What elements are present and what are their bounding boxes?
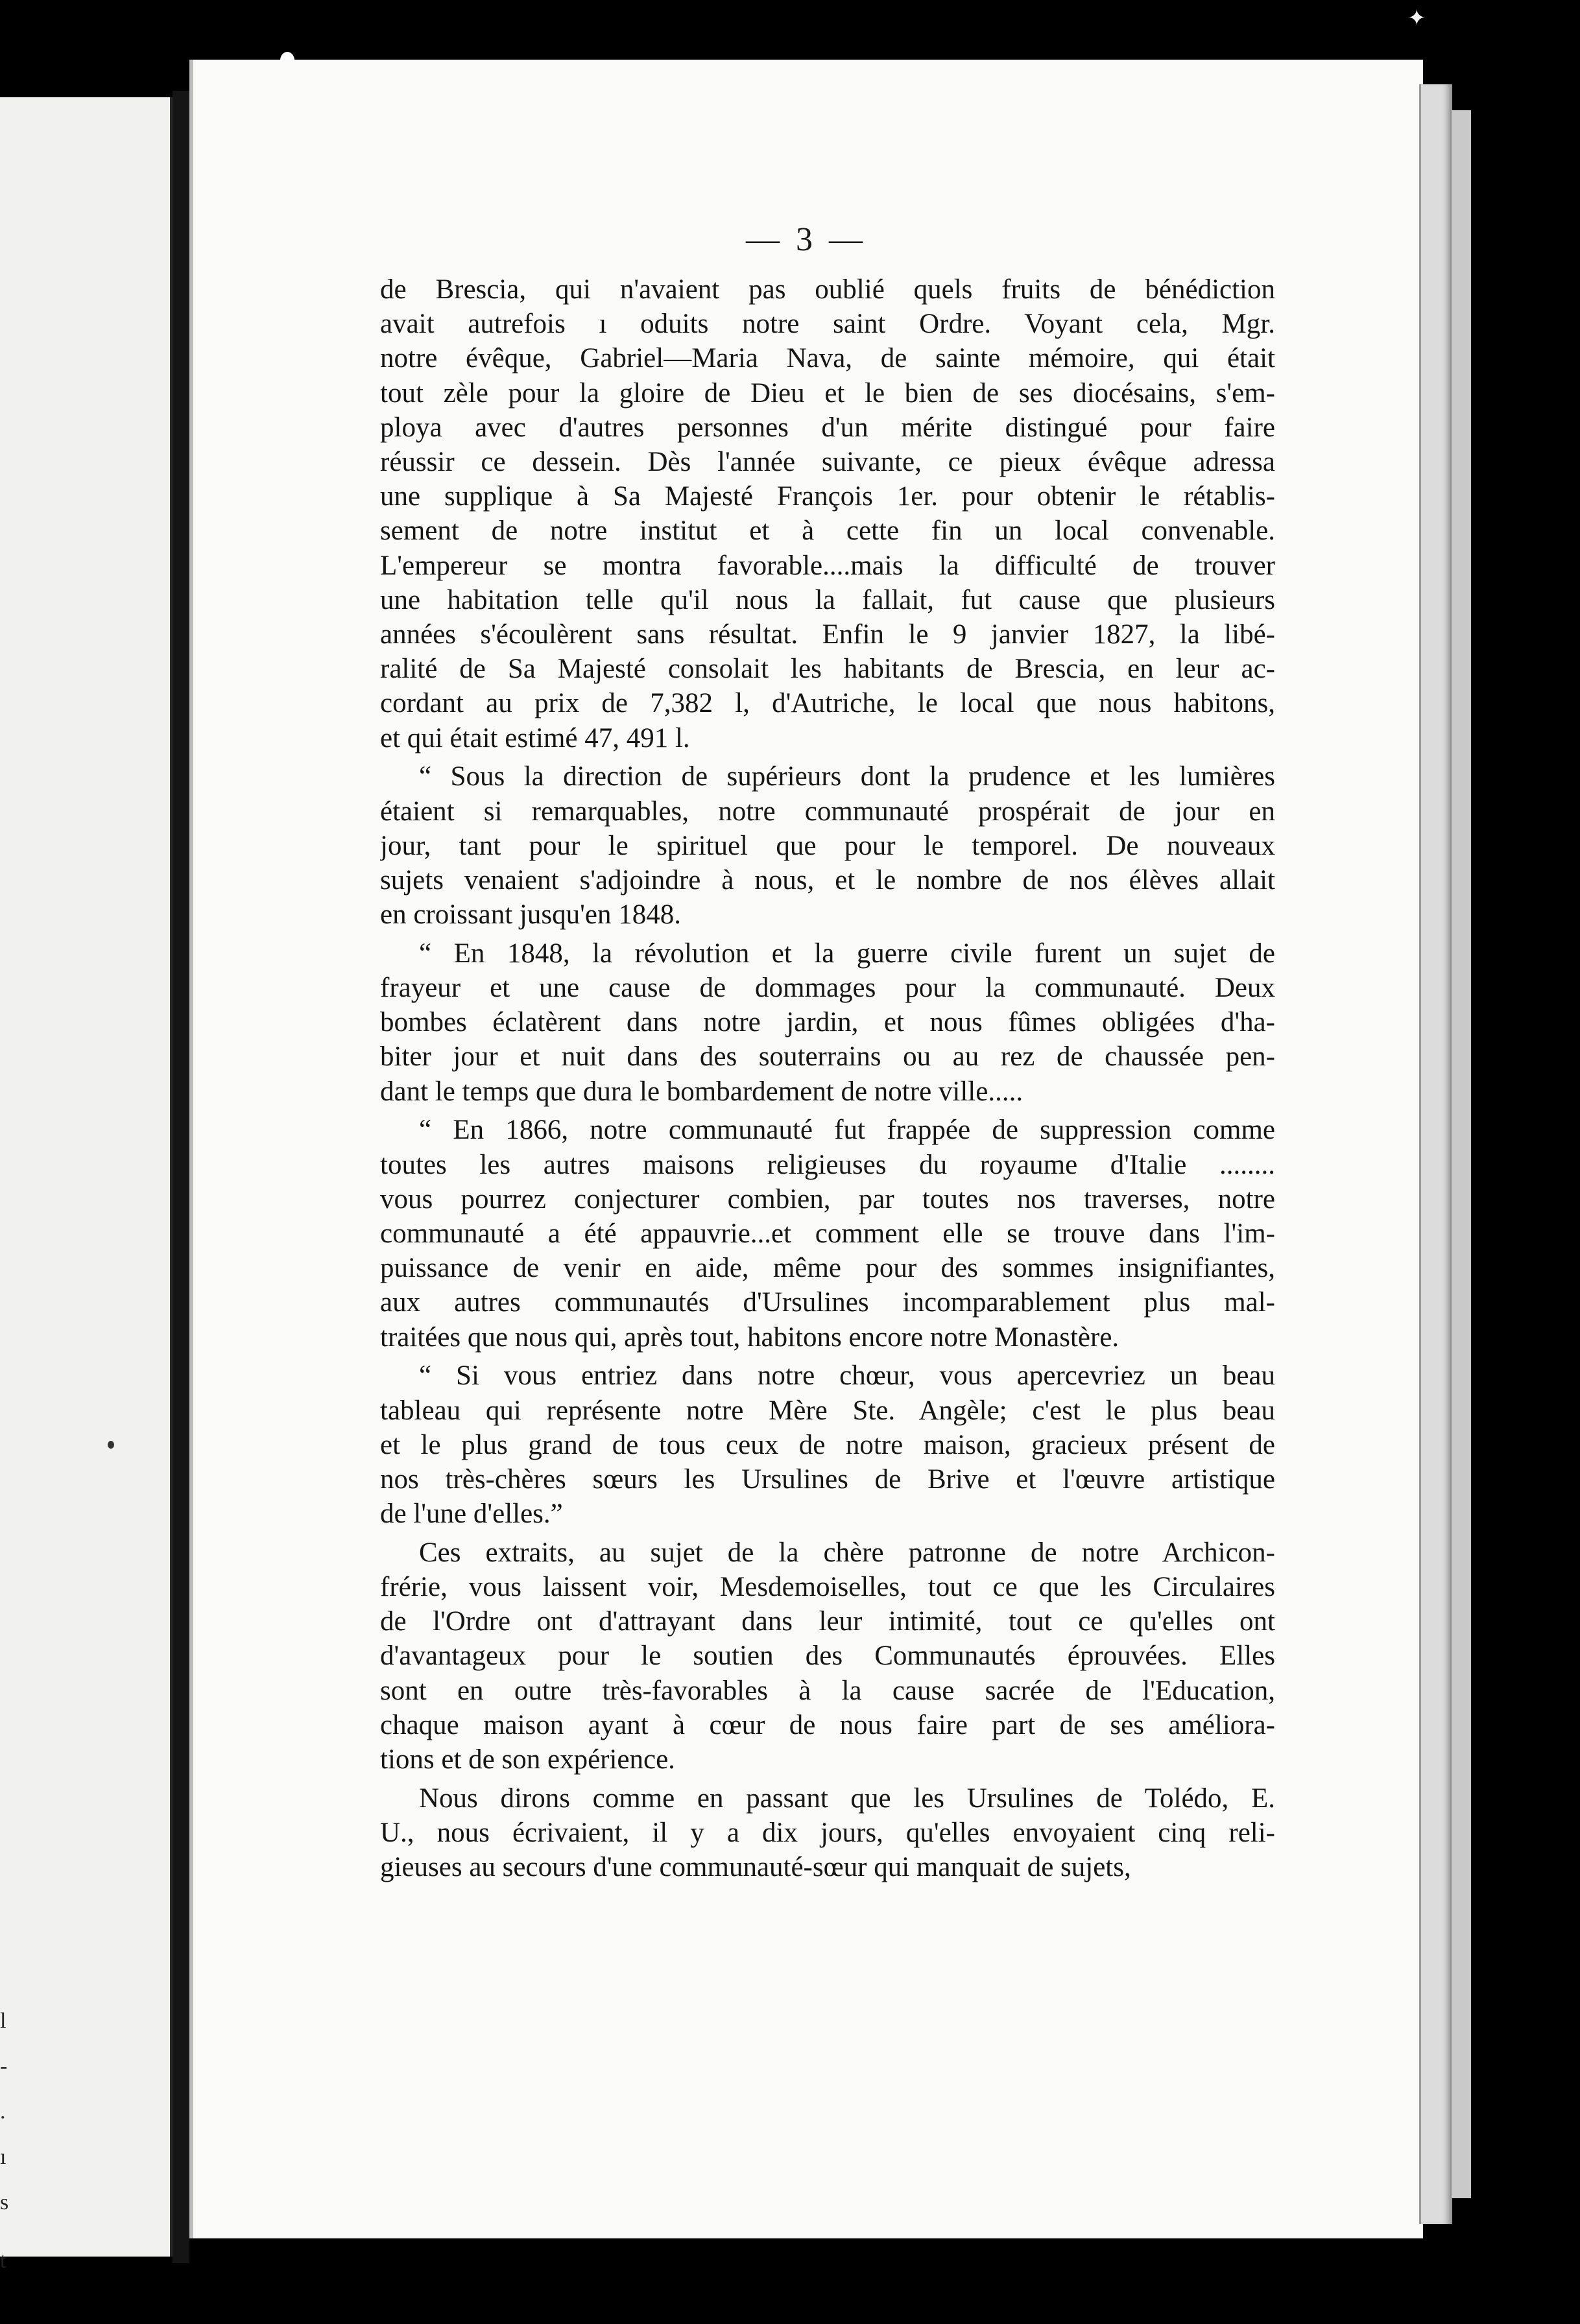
page-stack-edge-outer <box>1450 110 1471 2198</box>
text-line: “ En 1848, la révolution et la guerre civile furent un sujet de <box>419 938 1275 969</box>
text-line: tions et de son expérience. <box>380 1744 675 1775</box>
margin-fragment: ı <box>0 2145 6 2169</box>
text-line: dant le temps que dura le bombardement de notre ville..... <box>380 1076 1023 1107</box>
text-line: “ Sous la direction de supérieurs dont la prudence et les lumières <box>419 761 1275 792</box>
text-line: sujets venaient s'adjoindre à nous, et le nombre de nos élèves allait <box>380 864 1275 895</box>
margin-fragment: l <box>0 2009 6 2033</box>
text-line: puissance de venir en aide, même pour des sommes insignifiantes, <box>380 1253 1275 1284</box>
text-line: “ Si vous entriez dans notre chœur, vous apercevriez un beau <box>419 1360 1275 1392</box>
text-line: toutes les autres maisons religieuses du royaume d'Italie ........ <box>380 1149 1275 1180</box>
text-line: tout zèle pour la gloire de Dieu et le bien de ses diocésains, s'em- <box>380 377 1275 409</box>
text-line: une habitation telle qu'il nous la fallait, fut cause que plusieurs <box>380 584 1275 615</box>
text-line: Nous dirons comme en passant que les Ursulines de Tolédo, E. <box>419 1783 1275 1814</box>
text-line: notre évêque, Gabriel—Maria Nava, de sainte mémoire, qui était <box>380 343 1275 374</box>
text-line: et qui était estimé 47, 491 l. <box>380 722 690 753</box>
margin-fragment: - <box>0 2054 8 2078</box>
text-line: une supplique à Sa Majesté François 1er. pour obtenir le rétablis- <box>380 481 1275 512</box>
text-line: frayeur et une cause de dommages pour la communauté. Deux <box>380 973 1275 1004</box>
text-line: L'empereur se montra favorable....mais la difficulté de trouver <box>380 550 1275 581</box>
text-line: nos très-chères sœurs les Ursulines de Brive et l'œuvre artistique <box>380 1464 1275 1495</box>
text-line: étaient si remarquables, notre communauté prospérait de jour en <box>380 796 1275 827</box>
book-gutter <box>173 91 189 2263</box>
paragraph <box>380 1113 1275 1354</box>
text-line: de Brescia, qui n'avaient pas oublié quels fruits de bénédiction <box>380 274 1275 305</box>
margin-fragment: s <box>0 2190 9 2214</box>
text-line: d'avantageux pour le soutien des Communautés éprouvées. Elles <box>380 1641 1275 1672</box>
paragraph <box>380 1536 1275 1777</box>
paragraph <box>380 936 1275 1109</box>
ink-speck <box>108 1441 114 1449</box>
margin-fragment: t <box>0 2249 6 2273</box>
text-line: cordant au prix de 7,382 l, d'Autriche, le local que nous habitons, <box>380 688 1275 719</box>
margin-fragment: . <box>0 2100 6 2124</box>
text-line: U., nous écrivaient, il y a dix jours, qu'elles envoyaient cinq reli- <box>380 1817 1275 1848</box>
paragraph <box>380 272 1275 755</box>
text-line: réussir ce dessein. Dès l'année suivante, ce pieux évêque adressa <box>380 447 1275 478</box>
page-stack-edge <box>1419 84 1452 2224</box>
text-line: ralité de Sa Majesté consolait les habitants de Brescia, en leur ac- <box>380 654 1275 685</box>
text-line: et le plus grand de tous ceux de notre maison, gracieux présent de <box>380 1429 1275 1460</box>
text-line: frérie, vous laissent voir, Mesdemoiselles, tout ce que les Circulaires <box>380 1572 1275 1603</box>
text-line: traitées que nous qui, après tout, habitons encore notre Monastère. <box>380 1322 1119 1353</box>
previous-page-edge <box>0 97 173 2273</box>
text-line: gieuses au secours d'une communauté-sœur qui manquait de sujets, <box>380 1852 1131 1883</box>
body-text <box>380 272 1275 1889</box>
dust-mark: ✦ <box>1407 6 1426 30</box>
text-line: jour, tant pour le spirituel que pour le temporel. De nouveaux <box>380 830 1275 861</box>
text-line: communauté a été appauvrie...et comment elle se trouve dans l'im- <box>380 1218 1275 1249</box>
paragraph <box>380 1781 1275 1885</box>
text-line: de l'Ordre ont d'attrayant dans leur intimité, tout ce qu'elles ont <box>380 1606 1275 1637</box>
text-line: bombes éclatèrent dans notre jardin, et nous fûmes obligées d'ha- <box>380 1007 1275 1038</box>
text-line: “ En 1866, notre communauté fut frappée de suppression comme <box>419 1115 1275 1146</box>
text-line: avait autrefois ı oduits notre saint Ordre. Voyant cela, Mgr. <box>380 309 1275 340</box>
text-line: de l'une d'elles.” <box>380 1499 563 1530</box>
page-number: — 3 — <box>746 221 867 258</box>
text-line: vous pourrez conjecturer combien, par toutes nos traverses, notre <box>380 1183 1275 1215</box>
text-line: sont en outre très-favorables à la cause sacrée de l'Education, <box>380 1675 1275 1706</box>
text-line: chaque maison ayant à cœur de nous faire part de ses améliora- <box>380 1709 1275 1740</box>
text-line: années s'écoulèrent sans résultat. Enfin le 9 janvier 1827, la libé- <box>380 619 1275 650</box>
text-line: en croissant jusqu'en 1848. <box>380 899 681 931</box>
text-line: Ces extraits, au sujet de la chère patronne de notre Archicon- <box>419 1537 1275 1568</box>
text-line: ploya avec d'autres personnes d'un mérite distingué pour faire <box>380 412 1275 443</box>
text-line: tableau qui représente notre Mère Ste. Angèle; c'est le plus beau <box>380 1395 1275 1426</box>
paragraph <box>380 1358 1275 1531</box>
text-line: sement de notre institut et à cette fin un local convenable. <box>380 516 1275 547</box>
paragraph <box>380 759 1275 932</box>
text-line: biter jour et nuit dans des souterrains ou au rez de chaussée pen- <box>380 1041 1275 1073</box>
text-line: aux autres communautés d'Ursulines incomparablement plus mal- <box>380 1287 1275 1318</box>
